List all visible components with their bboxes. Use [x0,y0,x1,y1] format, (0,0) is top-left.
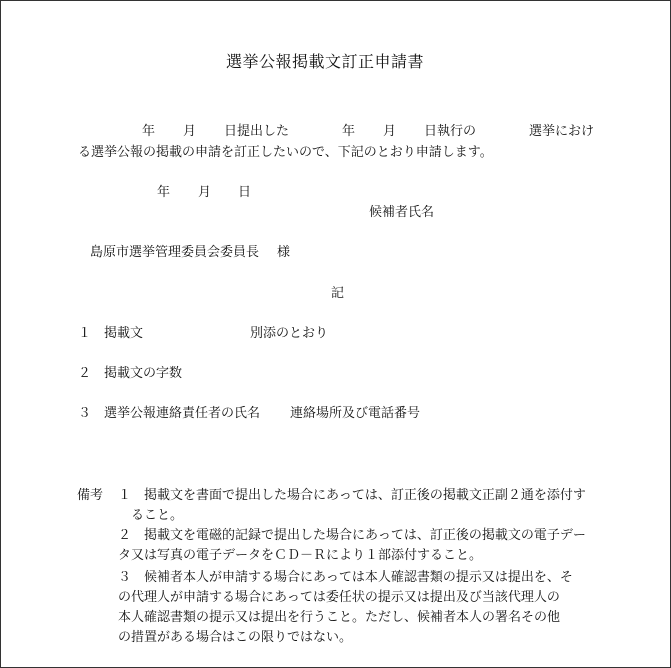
item-2-label: 掲載文の字数 [104,366,183,381]
item-1-label: 掲載文 [104,326,144,341]
item-1-value: 別添のとおり [250,326,329,341]
intro-month-2: 月 [383,124,397,139]
note-3-line-1: 候補者本人が申請する場合にあっては本人確認書類の提示又は提出を、そ [144,570,573,585]
intro-year-1: 年 [142,124,156,139]
item-3-number: ３ [78,406,92,421]
item-3-value: 連絡場所及び電話番号 [290,406,421,421]
intro-year-2: 年 [342,124,356,139]
note-2-number: ２ [118,528,132,543]
ki-heading: 記 [331,286,345,301]
candidate-name-label: 候補者氏名 [369,205,435,220]
note-1-line-1: 掲載文を書面で提出した場合にあっては、訂正後の掲載文正副２通を添付す [144,488,586,503]
addressee-name: 島原市選挙管理委員会委員長 [90,245,260,260]
date-month: 月 [198,185,212,200]
item-2-number: ２ [78,366,92,381]
intro-election: 選挙におけ [529,124,595,139]
note-1-number: １ [118,488,132,503]
note-2-line-2: タ又は写真の電子データをＣＤ－Ｒにより１部添付すること。 [118,548,483,563]
item-3-label: 選挙公報連絡責任者の氏名 [104,406,261,421]
intro-day-executed: 日執行の [424,124,477,139]
note-3-line-4: の措置がある場合はこの限りではない。 [118,630,353,645]
intro-day-submitted: 日提出した [224,124,290,139]
addressee-honorific: 様 [277,245,291,260]
note-3-number: ３ [118,570,132,585]
date-year: 年 [157,185,171,200]
intro-month-1: 月 [183,124,197,139]
notes-heading: 備考 [77,488,104,503]
intro-line-2: る選挙公報の掲載の申請を訂正したいので、下記のとおり申請します。 [78,145,493,160]
note-3-line-3: 本人確認書類の提示又は提出を行うこと。ただし、候補者本人の署名その他 [118,610,561,625]
document-title: 選挙公報掲載文訂正申請書 [226,52,425,71]
note-1-line-2: ること。 [131,508,184,523]
note-3-line-2: の代理人が申請する場合にあっては委任状の提示又は提出及び当該代理人の [118,590,560,605]
item-1-number: １ [78,326,92,341]
date-day: 日 [238,185,252,200]
note-2-line-1: 掲載文を電磁的記録で提出した場合にあっては、訂正後の掲載文の電子デー [144,528,586,543]
